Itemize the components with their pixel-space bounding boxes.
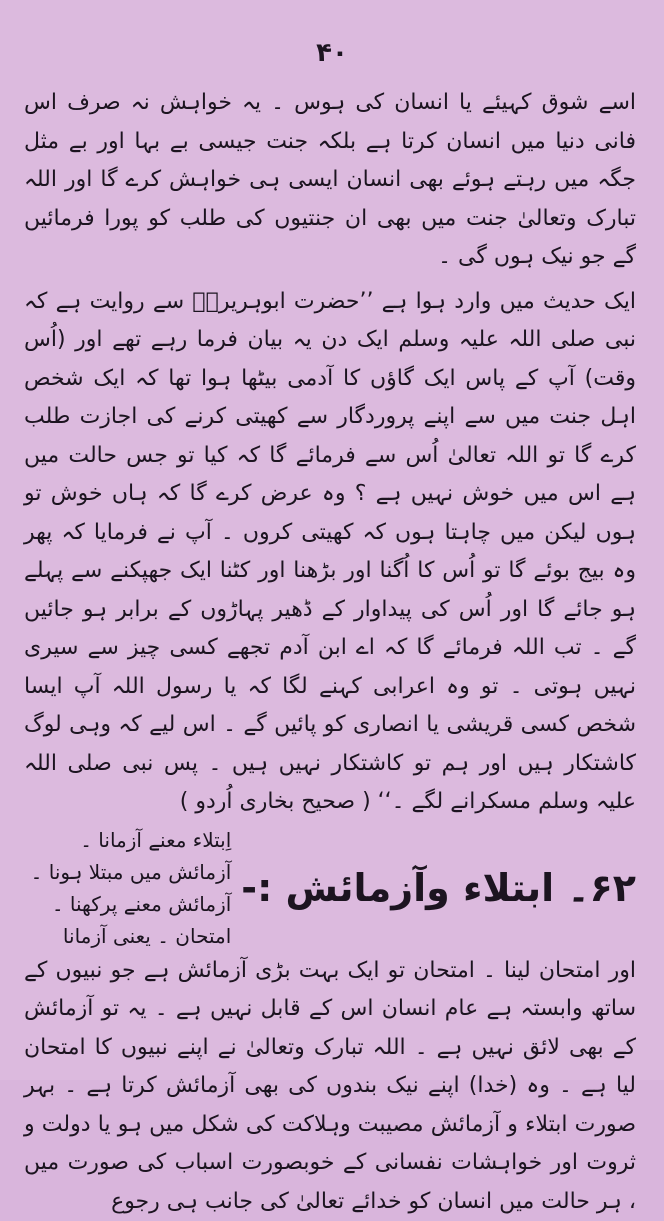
page-body [24, 84, 636, 1221]
section-heading: ۶۲۔ ابتلاء وآزمائش :- [241, 858, 636, 918]
page-number: ۴۰ [0, 38, 664, 68]
paragraph-hadith: ایک حدیث میں وارد ہوا ہے ’’حضرت ابوہریرہؓ سے روایت ہے کہ نبی صلی اللہ علیہ وسلم ایک دن یہ بیان فرما رہے تھے اور (اُس وقت) آپ کے پاس ایک گاؤں کا آدمی بیٹھا ہوا تھا کہ ایک شخص اہل جنت میں سے اپنے پروردگار سے کھیتی کرنے کی اجازت طلب کرے گا تو اللہ تعالیٰ اُس سے فرمائے گا کہ کیا تو جس حالت میں ہے اس میں خوش نہیں ہے ؟ وہ عرض کرے گا کہ ہاں خوش تو ہوں لیکن میں چاہتا ہوں کہ کھیتی کروں ۔ آپ نے فرمایا کہ پھر وہ بیج بوئے گا تو اُس کا اُگنا اور بڑھنا اور کٹنا ایک جھپکنے سے پہلے ہو جائے گا اور اُس کی پیداوار کے ڈھیر پہاڑوں کے برابر ہو جائیں گے ۔ تب اللہ فرمائے گا کہ اے ابن آدم تجھے کسی چیز سے سیری نہیں ہوتی ۔ تو وہ اعرابی کہنے لگا کہ یا رسول اللہ آپ ایسا شخص کسی قریشی یا انصاری کو پائیں گے ۔ اس لیے کہ وہی لوگ کاشتکار ہیں اور ہم تو کاشتکار نہیں ہیں ۔ پس نبی صلی اللہ علیہ وسلم مسکرانے لگے ۔‘‘ ( صحیح بخاری اُردو ) [24, 283, 636, 822]
paragraph-section-body: اور امتحان لینا ۔ امتحان تو ایک بہت بڑی آزمائش ہے جو نبیوں کے ساتھ وابستہ ہے عام انسان اس کے قابل نہیں ہے ۔ یہ تو آزمائش کے بھی لائق نہیں ہے ۔ اللہ تبارک وتعالیٰ نے اپنے نبیوں کا امتحان لیا ہے ۔ وہ (خدا) اپنے نیک بندوں کی بھی آزمائش کرتا ہے ۔ بہر صورت ابتلاء و آزمائش مصیبت وہلاکت کی شکل میں ہو یا دولت و ثروت اور خواہشات نفسانی کے خوبصورت اسباب کی صورت میں ، ہر حالت میں انسان کو خدائے تعالیٰ کی جانب ہی رجوع [24, 952, 636, 1221]
paragraph-intro: اسے شوق کہیئے یا انسان کی ہوس ۔ یہ خواہش نہ صرف اس فانی دنیا میں انسان کرتا ہے بلکہ جنت جیسی بے بہا اور بے مثل جگہ میں رہتے ہوئے بھی انسان ایسی ہی خواہش کرے گا اور اللہ تبارک وتعالیٰ جنت میں بھی ان جنتیوں کی طلب کو پورا فرمائیں گے جو نیک ہوں گی ۔ [24, 84, 636, 277]
definition-ibtila: اِبتلاء معنے آزمانا ۔ آزمائش میں مبتلا ہونا ۔ [24, 824, 231, 888]
section-heading-row [24, 824, 636, 952]
definition-azmaish: آزمائش معنے پرکھنا ۔ امتحان ۔ یعنی آزمانا [24, 888, 231, 952]
section-definitions [24, 824, 231, 952]
